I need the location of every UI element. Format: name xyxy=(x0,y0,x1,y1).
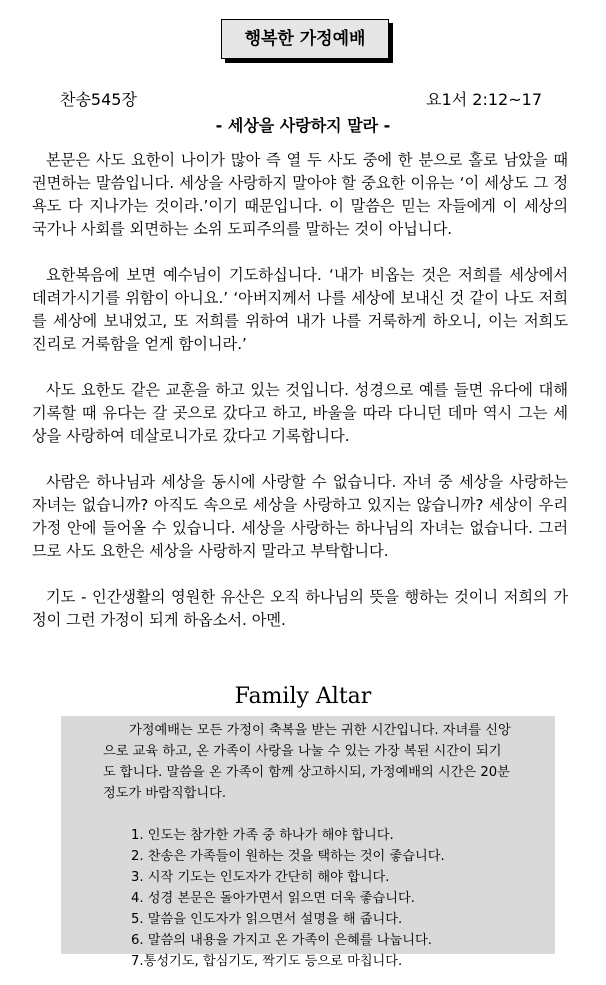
scripture-reference: 요1서 2:12~17 xyxy=(426,90,542,109)
sermon-paragraph: 본문은 사도 요한이 나이가 많아 즉 열 두 사도 중에 한 분으로 홀로 남았을 때 권면하는 말씀입니다. 세상을 사랑하지 말아야 할 중요한 이유는 ‘이 세상도 그 정욕도 다 지나가는 것이라.’이기 때문입니다. 이 말씀은 믿는 자들에게 이 세상의 국가나 사회를 외면하는 소위 도피주의를 말하는 것이 아닙니다. xyxy=(32,151,568,238)
guideline-item: 3. 시작 기도는 인도자가 간단히 해야 합니다. xyxy=(131,870,390,885)
guideline-item: 7.통성기도, 합심기도, 짝기도 등으로 마칩니다. xyxy=(131,954,403,969)
guideline-item: 1. 인도는 참가한 가족 중 하나가 해야 합니다. xyxy=(131,828,394,843)
guideline-item: 2. 찬송은 가족들이 원하는 것을 택하는 것이 좋습니다. xyxy=(131,849,445,864)
sermon-paragraph: 사도 요한도 같은 교훈을 하고 있는 것입니다. 성경으로 예를 들면 유다에 대해 기록할 때 유다는 갈 곳으로 갔다고 하고, 바울을 따라 다니던 데마 역시 그는 세상을 사랑하여 데살로니가로 갔다고 기록합니다. xyxy=(32,381,568,445)
family-altar-guidelines xyxy=(103,825,511,972)
guideline-item: 6. 말씀의 내용을 가지고 온 가족이 은혜를 나눕니다. xyxy=(131,933,432,948)
family-altar-box xyxy=(61,716,555,969)
hymn-number: 찬송545장 xyxy=(60,90,137,109)
page-title: 행복한 가정예배 xyxy=(221,19,389,59)
guideline-item: 5. 말씀을 인도자가 읽으면서 설명을 해 줍니다. xyxy=(131,912,403,927)
guideline-item: 4. 성경 본문은 돌아가면서 읽으면 더욱 좋습니다. xyxy=(131,891,415,906)
sermon-paragraph: 사람은 하나님과 세상을 동시에 사랑할 수 없습니다. 자녀 중 세상을 사랑하는 자녀는 없습니까? 아직도 속으로 세상을 사랑하고 있지는 않습니까? 세상이 우리 가정 안에 들어올 수 있습니다. 세상을 사랑하는 하나님의 자녀는 없습니다. 그러므로 사도 요한은 세상을 사랑하지 말라고 부탁합니다. xyxy=(32,473,568,560)
sermon-title: - 세상을 사랑하지 말라 - xyxy=(215,116,391,135)
sermon-body xyxy=(32,149,568,632)
family-altar-heading: Family Altar xyxy=(234,684,372,709)
family-altar-intro: 가정예배는 모든 가정이 축복을 받는 귀한 시간입니다. 자녀를 신앙으로 교육 하고, 온 가족이 사랑을 나눌 수 있는 가장 복된 시간이 되기도 합니다. 말씀을 온 가족이 함께 상고하시되, 가정예배의 시간은 20분 정도가 바람직합니다. xyxy=(103,723,511,801)
prayer-paragraph: 기도 - 인간생활의 영원한 유산은 오직 하나님의 뜻을 행하는 것이니 저희의 가정이 그런 가정이 되게 하옵소서. 아멘. xyxy=(32,588,568,629)
sermon-paragraph: 요한복음에 보면 예수님이 기도하십니다. ‘내가 비옵는 것은 저희를 세상에서 데려가시기를 위함이 아니요.’ ‘아버지께서 나를 세상에 보내신 것 같이 나도 저희를 세상에 보내었고, 또 저희를 위하여 내가 나를 거룩하게 하오니, 이는 저희도 진리로 거룩함을 얻게 함이니라.’ xyxy=(32,266,568,353)
